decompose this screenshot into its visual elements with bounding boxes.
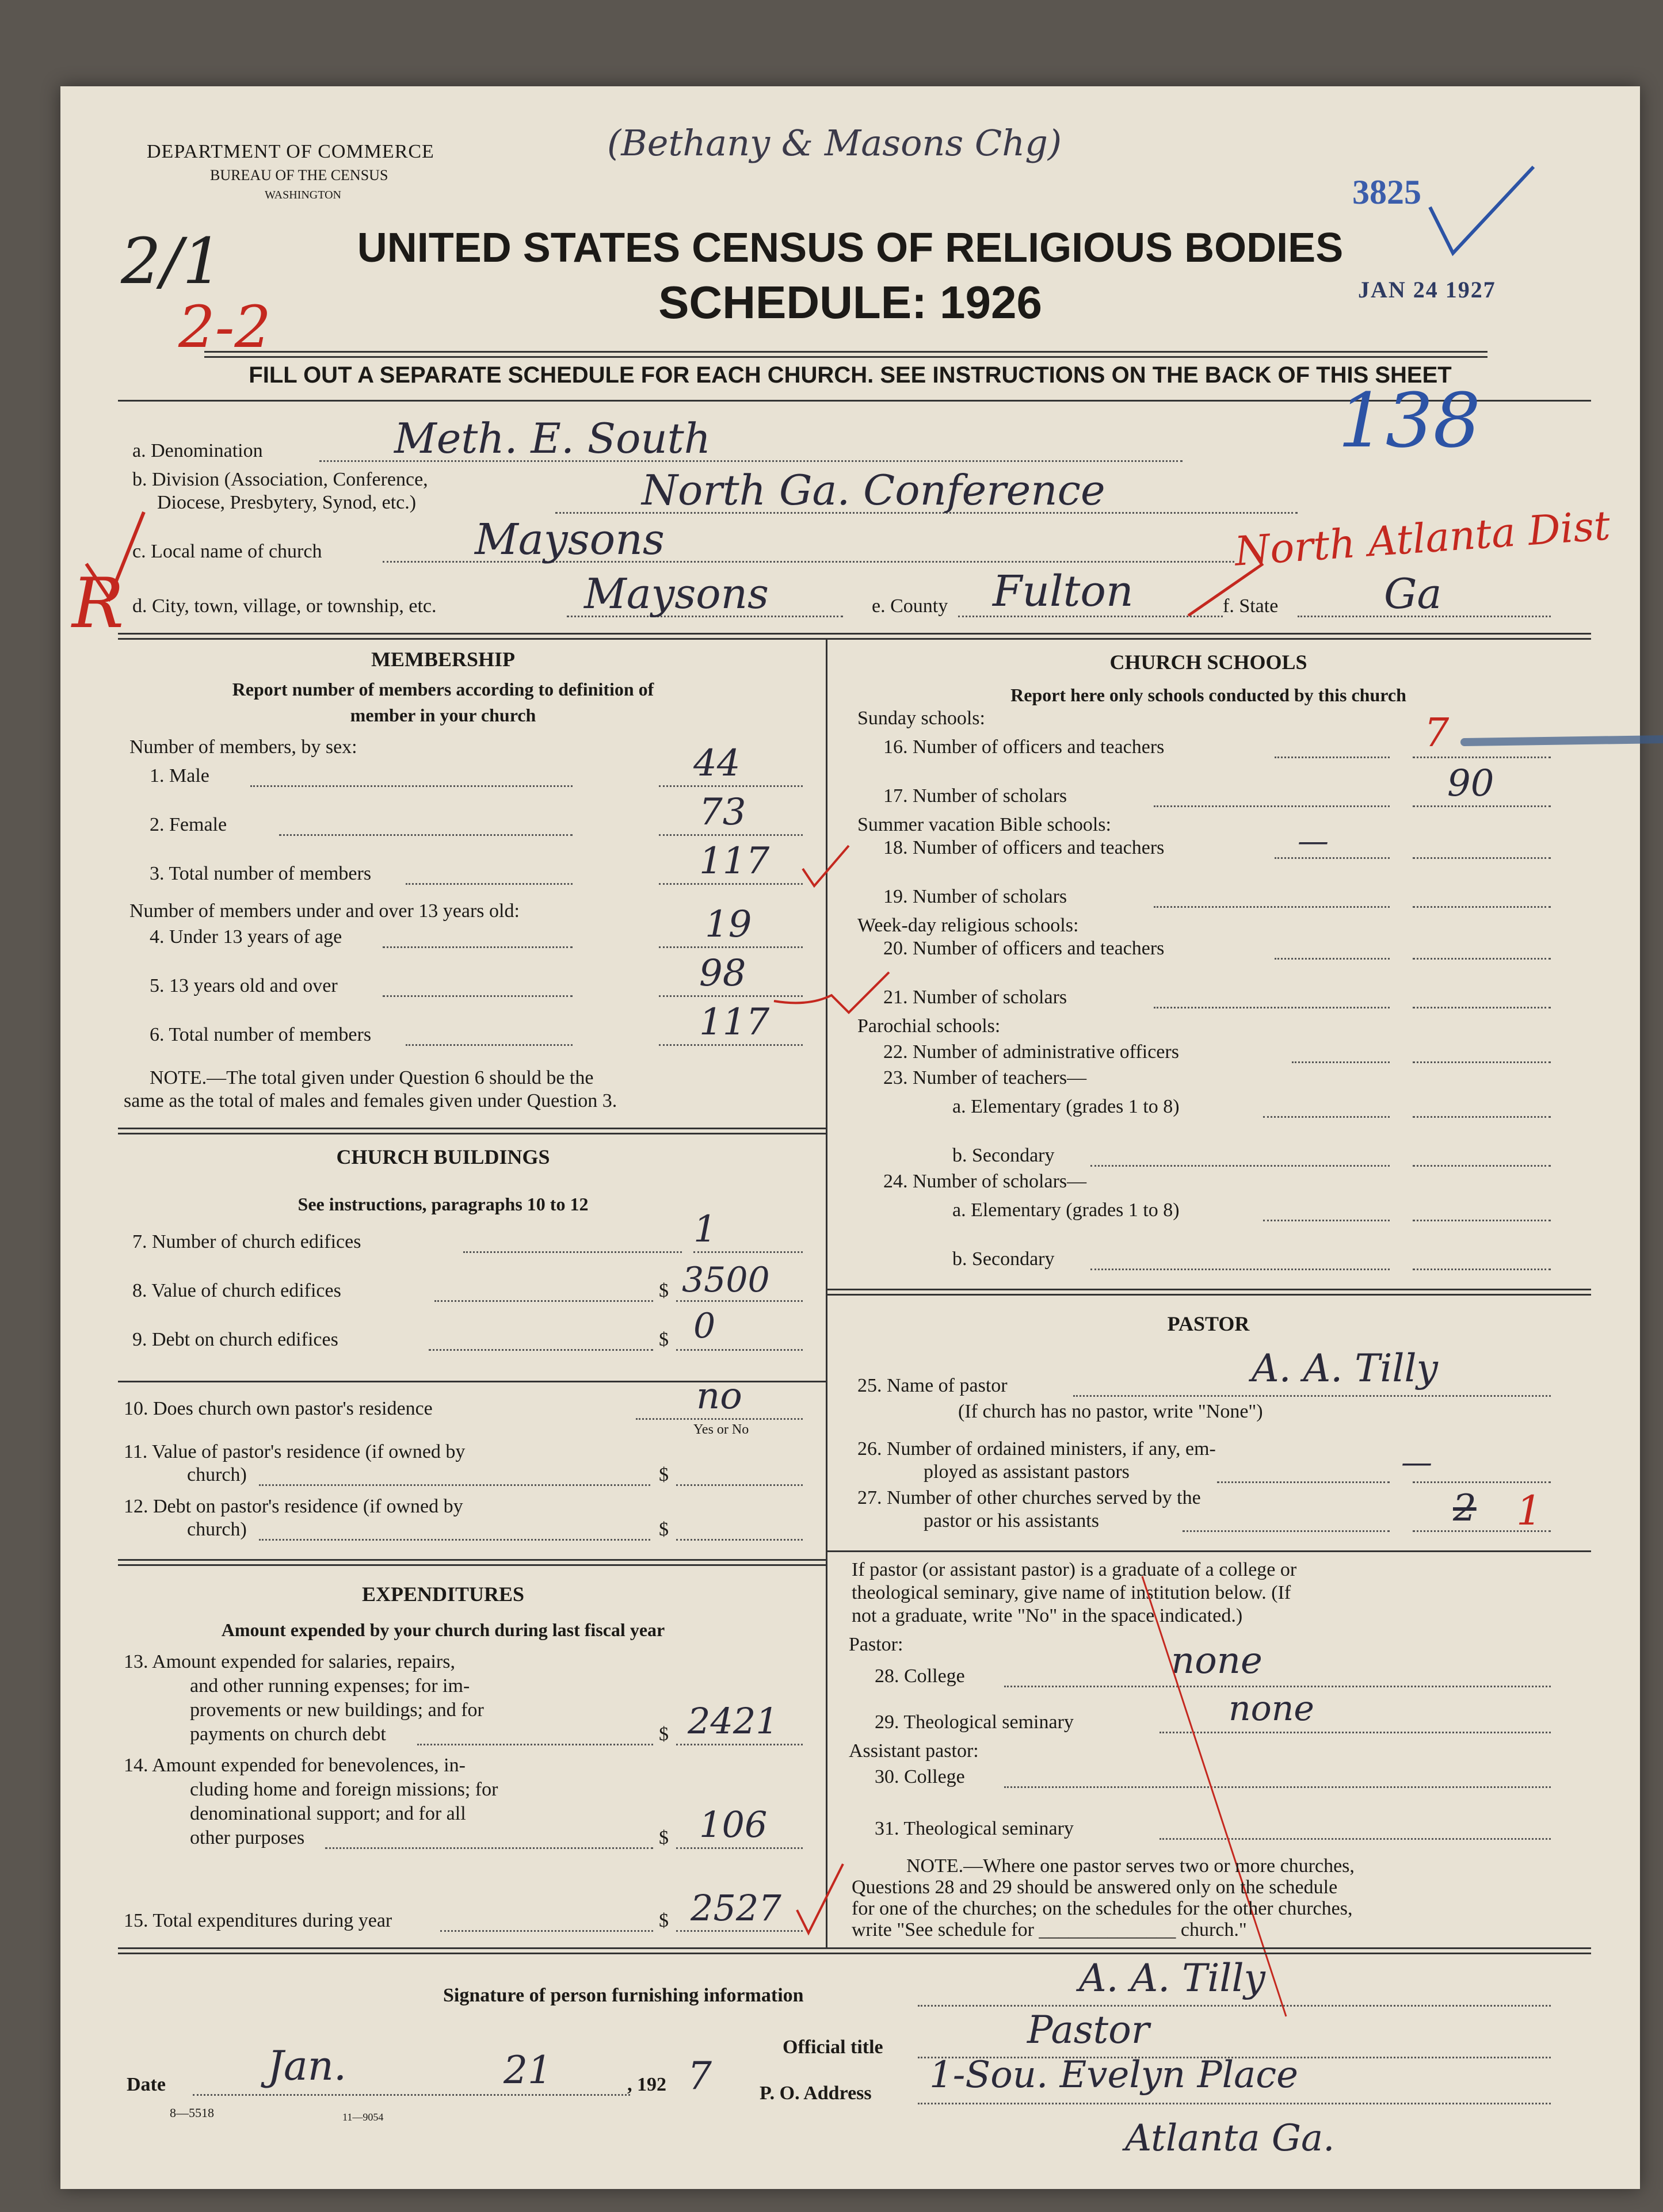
q23a-label: a. Elementary (grades 1 to 8): [952, 1096, 1180, 1117]
official-title-label: Official title: [783, 2037, 883, 2058]
city-name: WASHINGTON: [265, 189, 341, 201]
q22-line: [1292, 1061, 1390, 1063]
q6-label: 6. Total number of members: [150, 1024, 372, 1045]
q4-label: 4. Under 13 years of age: [150, 926, 342, 948]
state-value: Ga: [1384, 570, 1442, 618]
q27-line: [1183, 1530, 1390, 1532]
q9-line: [429, 1349, 653, 1351]
q13-answer-line: [676, 1744, 803, 1745]
q1-line: [250, 785, 573, 787]
q7-line: [463, 1251, 682, 1253]
q16-label: 16. Number of officers and teachers: [883, 736, 1165, 758]
q28-label: 28. College: [875, 1665, 965, 1687]
q12-label-1: 12. Debt on pastor's residence (if owned by: [124, 1496, 463, 1517]
q22-label: 22. Number of administrative officers: [883, 1041, 1179, 1063]
signature-line: [918, 2005, 1551, 2007]
q24a-label: a. Elementary (grades 1 to 8): [952, 1199, 1180, 1221]
q29-label: 29. Theological seminary: [875, 1711, 1074, 1733]
year-prefix: , 192: [627, 2074, 666, 2095]
members-by-sex: Number of members, by sex:: [129, 736, 357, 758]
q23a-answer-line: [1413, 1116, 1551, 1118]
q9-label: 9. Debt on church edifices: [132, 1329, 338, 1350]
q24a-answer-line: [1413, 1220, 1551, 1221]
q26-line-2: ployed as assistant pastors: [924, 1461, 1130, 1483]
q20-answer-line: [1413, 958, 1551, 960]
sunday-schools-heading: Sunday schools:: [857, 708, 985, 729]
q14-value: 106: [699, 1804, 768, 1846]
q18-answer-line: [1413, 857, 1551, 859]
q6-line: [406, 1044, 573, 1046]
fill-out-instructions: FILL OUT A SEPARATE SCHEDULE FOR EACH CHURCH. SEE INSTRUCTIONS ON THE BACK OF THIS SHEET: [249, 362, 1452, 388]
weekday-schools-heading: Week-day religious schools:: [857, 915, 1079, 936]
q21-line: [1154, 1007, 1390, 1008]
pastor-note-3: for one of the churches; on the schedules for the other churches,: [852, 1898, 1353, 1919]
q6-answer-line: [659, 1044, 803, 1046]
q3-value: 117: [699, 840, 770, 882]
parochial-schools-heading: Parochial schools:: [857, 1015, 1001, 1037]
q5-label: 5. 13 years old and over: [150, 975, 338, 996]
q17-label: 17. Number of scholars: [883, 785, 1067, 807]
q23b-label: b. Secondary: [952, 1145, 1055, 1166]
q14-line-1: 14. Amount expended for benevolences, in-: [124, 1755, 466, 1776]
q25-label: 25. Name of pastor: [857, 1375, 1008, 1396]
q10-label: 10. Does church own pastor's residence: [124, 1398, 433, 1419]
q1-answer-line: [659, 785, 803, 787]
q17-answer-line: [1413, 805, 1551, 807]
q8-value: 3500: [682, 1260, 770, 1300]
q14-dollar: $: [659, 1827, 669, 1848]
pastor-note-2: Questions 28 and 29 should be answered only on the schedule: [852, 1877, 1338, 1898]
q8-label: 8. Value of church edifices: [132, 1280, 341, 1301]
division-label-1: b. Division (Association, Conference,: [132, 469, 428, 490]
year-suffix: 7: [688, 2054, 712, 2098]
q9-answer-line: [676, 1349, 803, 1351]
q13-line-2: and other running expenses; for im-: [190, 1675, 470, 1697]
q20-line: [1275, 958, 1390, 960]
q15-label: 15. Total expenditures during year: [124, 1910, 392, 1931]
q25-note: (If church has no pastor, write "None"): [958, 1401, 1263, 1422]
date-day: 21: [504, 2048, 552, 2092]
q26-value: —: [1401, 1444, 1432, 1480]
q8-dollar: $: [659, 1280, 669, 1301]
rule-graduate: [827, 1550, 1591, 1552]
expenditures-intro: Amount expended by your church during last fiscal year: [221, 1619, 665, 1640]
q16-ink-smudge: [1464, 725, 1663, 759]
section-rule-1: [118, 633, 1591, 640]
date-line: [193, 2094, 630, 2096]
pastor-note-1: NOTE.—Where one pastor serves two or more churches,: [906, 1855, 1355, 1877]
buildings-heading: CHURCH BUILDINGS: [336, 1145, 550, 1168]
q2-line: [279, 834, 573, 836]
bureau-name: BUREAU OF THE CENSUS: [210, 167, 388, 184]
city-value: Maysons: [584, 570, 769, 618]
q16-line: [1275, 757, 1390, 758]
buildings-see: See instructions, paragraphs 10 to 12: [297, 1194, 589, 1214]
q14-line-3: denominational support; and for all: [190, 1803, 466, 1824]
pastor-heading: PASTOR: [1167, 1312, 1250, 1335]
membership-note-2: same as the total of males and females given under Question 3.: [124, 1090, 617, 1111]
q10-answer-line: [636, 1418, 803, 1420]
q23b-line: [1090, 1165, 1390, 1167]
q15-answer-line: [676, 1930, 803, 1932]
membership-intro-1: Report number of members according to definition of: [232, 679, 654, 700]
q10-value: no: [696, 1375, 742, 1418]
county-label: e. County: [872, 595, 948, 617]
header-rule-top: [204, 351, 1487, 358]
membership-note-1: NOTE.—The total given under Question 6 should be the: [150, 1067, 594, 1088]
handwritten-code: 138: [1338, 377, 1481, 464]
membership-heading: MEMBERSHIP: [371, 648, 515, 671]
q24b-label: b. Secondary: [952, 1248, 1055, 1270]
graduate-note-3: not a graduate, write "No" in the space indicated.): [852, 1605, 1243, 1626]
q1-value: 44: [693, 742, 741, 785]
division-value: North Ga. Conference: [642, 466, 1105, 514]
membership-intro-2: member in your church: [350, 705, 536, 725]
rule-buildings: [118, 1128, 826, 1134]
q12-answer-line: [676, 1539, 803, 1541]
q2-value: 73: [699, 791, 746, 834]
margin-mark-r: R: [72, 564, 124, 644]
q23b-answer-line: [1413, 1165, 1551, 1167]
q27-line-2: pastor or his assistants: [924, 1510, 1100, 1531]
graduate-note-2: theological seminary, give name of institution below. (If: [852, 1582, 1291, 1603]
q13-dollar: $: [659, 1724, 669, 1745]
q25-answer-line: [1073, 1395, 1551, 1397]
pastor-subheading: Pastor:: [849, 1634, 903, 1655]
q8-answer-line: [676, 1300, 803, 1302]
q14-line-2: cluding home and foreign missions; for: [190, 1779, 498, 1800]
q26-line: [1217, 1481, 1390, 1483]
division-label-2: Diocese, Presbytery, Synod, etc.): [157, 492, 417, 513]
q6-value: 117: [699, 1001, 770, 1044]
q12-label-2: church): [187, 1519, 247, 1540]
q30-label: 30. College: [875, 1766, 965, 1787]
q27-value: 2: [1453, 1487, 1477, 1530]
department-name: DEPARTMENT OF COMMERCE: [147, 141, 434, 162]
denomination-value: Meth. E. South: [394, 414, 711, 463]
q22-answer-line: [1413, 1061, 1551, 1063]
q4-value: 19: [705, 903, 752, 946]
state-label: f. State: [1223, 595, 1279, 617]
date-month: Jan.: [268, 2042, 347, 2089]
q7-label: 7. Number of church edifices: [132, 1231, 361, 1252]
stamp-number: 3825: [1352, 173, 1421, 211]
q26-line-1: 26. Number of ordained ministers, if any, em-: [857, 1438, 1216, 1460]
q13-line-3: provements or new buildings; and for: [190, 1699, 484, 1721]
q20-label: 20. Number of officers and teachers: [883, 938, 1165, 959]
county-value: Fulton: [993, 567, 1134, 616]
q14-line-4: other purposes: [190, 1827, 305, 1848]
q25-value: A. A. Tilly: [1252, 1346, 1438, 1390]
q5-line: [383, 995, 573, 997]
q12-dollar: $: [659, 1519, 669, 1540]
q1-label: 1. Male: [150, 765, 209, 786]
q13-value: 2421: [688, 1700, 779, 1742]
q24b-answer-line: [1413, 1269, 1551, 1270]
q18-line: [1275, 857, 1390, 859]
schools-heading: CHURCH SCHOOLS: [1109, 651, 1307, 674]
q27-line-1: 27. Number of other churches served by the: [857, 1487, 1201, 1508]
q23a-line: [1263, 1116, 1390, 1118]
assistant-subheading: Assistant pastor:: [849, 1740, 979, 1762]
q3-answer-line: [659, 883, 803, 885]
q3-check: [803, 846, 855, 892]
local-name-value: Maysons: [475, 515, 665, 564]
q24b-line: [1090, 1269, 1390, 1270]
rule-expenditures: [118, 1559, 826, 1566]
q24-label: 24. Number of scholars—: [883, 1171, 1087, 1192]
q28-value: none: [1171, 1640, 1262, 1682]
q14-line: [325, 1847, 653, 1849]
q3-label: 3. Total number of members: [150, 863, 372, 884]
q18-value: —: [1298, 823, 1329, 859]
margin-mark-red: 2-2: [178, 293, 272, 361]
received-date-stamp: JAN 24 1927: [1358, 277, 1496, 303]
q17-value: 90: [1447, 762, 1494, 805]
city-label: d. City, town, village, or township, etc.: [132, 595, 437, 617]
q4-line: [383, 946, 573, 948]
q13-line-1: 13. Amount expended for salaries, repairs,: [124, 1651, 455, 1672]
q19-line: [1154, 906, 1390, 908]
official-title-value: Pastor: [1027, 2008, 1150, 2052]
district-note: North Atlanta Dist: [1233, 502, 1612, 575]
q11-dollar: $: [659, 1464, 669, 1485]
q15-line: [440, 1930, 653, 1932]
q13-line-4: payments on church debt: [190, 1724, 386, 1745]
q21-label: 21. Number of scholars: [883, 987, 1067, 1008]
rule-pastor: [827, 1289, 1591, 1296]
q26-answer-line: [1413, 1481, 1551, 1483]
q29-value: none: [1229, 1688, 1314, 1729]
q17-line: [1154, 805, 1390, 807]
po-address-label: P. O. Address: [760, 2083, 872, 2104]
q31-label: 31. Theological seminary: [875, 1818, 1074, 1839]
q7-answer-line: [693, 1251, 803, 1253]
q13-line: [417, 1744, 653, 1745]
handwritten-annotation-top: (Bethany & Masons Chg): [607, 122, 1062, 164]
q2-answer-line: [659, 834, 803, 836]
q27-correction: 1: [1516, 1487, 1542, 1534]
q3-line: [406, 883, 573, 885]
pastor-note-4: write "See schedule for ______________ church.": [852, 1919, 1247, 1940]
form-subtitle: SCHEDULE: 1926: [658, 277, 1042, 328]
q11-line: [259, 1484, 650, 1486]
q14-answer-line: [676, 1847, 803, 1849]
date-label: Date: [127, 2074, 166, 2095]
q12-line: [259, 1539, 650, 1541]
schools-intro: Report here only schools conducted by this church: [1010, 685, 1406, 705]
signature-label: Signature of person furnishing information: [443, 1985, 804, 2006]
q7-value: 1: [693, 1208, 717, 1251]
under-over-heading: Number of members under and over 13 years old:: [129, 900, 520, 922]
po-address-value-1: 1-Sou. Evelyn Place: [929, 2054, 1298, 2096]
q16-value: 7: [1424, 710, 1450, 756]
q2-label: 2. Female: [150, 814, 227, 835]
denomination-label: a. Denomination: [132, 440, 263, 461]
print-number: 11—9054: [342, 2111, 384, 2123]
graduate-note-1: If pastor (or assistant pastor) is a graduate of a college or: [852, 1559, 1297, 1580]
q4-answer-line: [659, 946, 803, 948]
census-schedule-sheet: [60, 86, 1640, 2189]
q15-dollar: $: [659, 1910, 669, 1931]
po-address-value-2: Atlanta Ga.: [1125, 2117, 1335, 2160]
signature-value: A. A. Tilly: [1079, 1956, 1265, 2000]
q24a-line: [1263, 1220, 1390, 1221]
form-number: 8—5518: [170, 2106, 214, 2120]
q21-answer-line: [1413, 1007, 1551, 1008]
q11-label-1: 11. Value of pastor's residence (if owned by: [124, 1441, 466, 1462]
q8-line: [434, 1300, 653, 1302]
q5-check: [774, 972, 901, 1018]
margin-mark-fraction: 2/1: [121, 224, 223, 298]
vacation-schools-heading: Summer vacation Bible schools:: [857, 814, 1111, 835]
q11-label-2: church): [187, 1464, 247, 1485]
q19-label: 19. Number of scholars: [883, 886, 1067, 907]
q5-value: 98: [699, 952, 746, 995]
q15-value: 2527: [691, 1887, 781, 1929]
q18-label: 18. Number of officers and teachers: [883, 837, 1165, 858]
local-name-label: c. Local name of church: [132, 541, 322, 562]
expenditures-heading: EXPENDITURES: [361, 1583, 525, 1606]
q19-answer-line: [1413, 906, 1551, 908]
rule-signature: [118, 1947, 1591, 1954]
q11-answer-line: [676, 1484, 803, 1486]
yes-no-hint: Yes or No: [693, 1422, 749, 1437]
q9-value: 0: [693, 1306, 716, 1346]
form-title: UNITED STATES CENSUS OF RELIGIOUS BODIES: [357, 225, 1344, 271]
q23-label: 23. Number of teachers—: [883, 1067, 1087, 1088]
po-address-line: [918, 2103, 1551, 2104]
q15-check: [797, 1864, 849, 1939]
q9-dollar: $: [659, 1329, 669, 1350]
